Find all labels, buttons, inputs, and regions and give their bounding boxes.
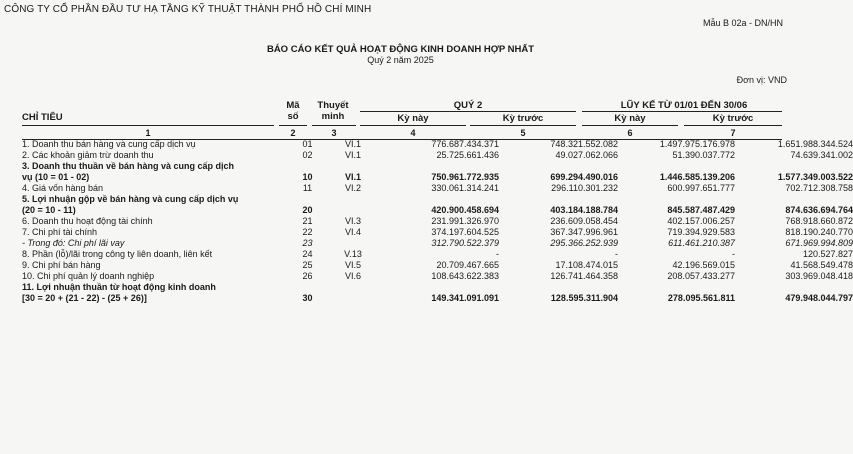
row-label: 3. Doanh thu thuần về bán hàng và cung cấp dịch: [22, 161, 235, 171]
row-value-ytd-current: [624, 161, 735, 172]
currency-unit: Đơn vị: VND: [736, 75, 787, 85]
table-row: [22, 249, 853, 260]
column-number: 1: [145, 128, 151, 138]
row-label: 9. Chi phí bán hàng: [22, 260, 101, 270]
column-number: 5: [520, 128, 526, 138]
row-note: [336, 194, 370, 205]
row-value-ytd-current: [624, 282, 735, 293]
divider-chi-tieu: [22, 125, 274, 126]
row-value-ytd-current: 402.157.006.257: [667, 216, 735, 226]
row-code: [279, 161, 336, 172]
row-value-ytd-previous: 671.969.994.809: [785, 238, 853, 248]
header-thuyet-minh-line2: minh: [321, 111, 345, 122]
row-value-ytd-previous: 41.568.549.478: [790, 260, 853, 270]
row-value-ytd-current: 42.196.569.015: [672, 260, 735, 270]
row-value-q-current: 750.961.772.935: [431, 172, 499, 182]
row-value-ytd-previous: 818.190.240.770: [785, 227, 853, 237]
row-code: 24: [302, 249, 313, 259]
row-value-ytd-current: 719.394.929.583: [667, 227, 735, 237]
header-q-ky-nay: Kỳ này: [397, 113, 429, 124]
row-value-q-current: 149.341.091.091: [431, 293, 499, 303]
row-value-q-previous: 236.609.058.454: [550, 216, 618, 226]
row-value-ytd-current: 1.497.975.176.978: [659, 139, 735, 149]
row-value-q-current: [370, 282, 499, 293]
divider-ytd: [582, 111, 782, 112]
row-note: [336, 238, 370, 249]
table-row: [22, 293, 853, 304]
row-label: 6. Doanh thu hoạt động tài chính: [22, 216, 153, 226]
row-label: vụ (10 = 01 - 02): [22, 172, 90, 182]
row-value-ytd-previous: 1.651.988.344.524: [777, 139, 853, 149]
row-value-q-current: 420.900.458.694: [431, 205, 499, 215]
income-statement-table: [22, 139, 853, 304]
row-code: [279, 194, 336, 205]
row-label: 5. Lợi nhuận gộp về bán hàng và cung cấp dịch vụ: [22, 194, 239, 204]
row-value-q-previous: 128.595.311.904: [550, 293, 618, 303]
row-note: [336, 282, 370, 293]
row-value-ytd-current: 51.390.037.772: [672, 150, 735, 160]
table-row: [22, 216, 853, 227]
table-row: [22, 238, 853, 249]
row-label: 4. Giá vốn hàng bán: [22, 183, 104, 193]
row-value-ytd-current: 845.587.487.429: [667, 205, 735, 215]
row-value-ytd-previous: [741, 161, 853, 172]
row-value-ytd-current: [624, 194, 735, 205]
row-value-q-current: 330.061.314.241: [431, 183, 499, 193]
divider-ytd-ky-truoc: [684, 125, 782, 126]
header-chi-tieu: CHỈ TIÊU: [22, 112, 63, 123]
row-code: 30: [302, 293, 313, 303]
row-code: 21: [302, 216, 313, 226]
table-row: [22, 282, 853, 293]
column-number: 4: [410, 128, 416, 138]
table-row: [22, 172, 853, 183]
row-value-ytd-previous: 1.577.349.003.522: [777, 172, 853, 182]
divider-q-ky-nay: [360, 125, 466, 126]
row-value-q-previous: 699.294.490.016: [550, 172, 618, 182]
header-thuyet-minh-line1: Thuyết: [317, 100, 349, 111]
header-ma-so-line1: Mã: [286, 100, 300, 111]
row-note: [336, 161, 370, 172]
row-value-q-previous: 295.366.252.939: [550, 238, 618, 248]
column-number: 3: [331, 128, 337, 138]
row-value-ytd-previous: 479.948.044.797: [785, 293, 853, 303]
row-value-ytd-current: 1.446.585.139.206: [659, 172, 735, 182]
row-value-q-current: [370, 194, 499, 205]
row-code: 22: [302, 227, 313, 237]
row-value-ytd-current: 611.461.210.387: [668, 238, 735, 248]
row-code: [279, 282, 336, 293]
row-value-q-current: 108.643.622.383: [431, 271, 499, 281]
row-note: [336, 205, 370, 216]
column-number: 2: [290, 128, 296, 138]
row-value-q-current: 312.790.522.379: [431, 238, 499, 248]
row-value-ytd-current: 208.057.433.277: [667, 271, 735, 281]
row-label: 10. Chi phí quản lý doanh nghiệp: [22, 271, 155, 281]
row-label: 11. Lợi nhuận thuần từ hoạt động kinh doanh: [22, 282, 216, 292]
row-note: [336, 293, 370, 304]
row-code: 01: [302, 139, 313, 149]
table-row: [22, 260, 853, 271]
row-value-q-previous: [505, 194, 618, 205]
row-code: 20: [302, 205, 313, 215]
row-value-q-previous: 367.347.996.961: [550, 227, 618, 237]
row-value-q-current: 776.687.434.371: [431, 139, 499, 149]
row-code: 23: [302, 238, 313, 248]
divider-quarter: [360, 111, 576, 112]
row-value-ytd-previous: [741, 282, 853, 293]
row-value-q-current: 20.709.467.665: [436, 260, 499, 270]
divider-ma-so: [279, 125, 307, 126]
row-label: [30 = 20 + (21 - 22) - (25 + 26)]: [22, 293, 147, 303]
row-value-q-previous: 49.027.062.066: [555, 150, 618, 160]
row-value-q-current: 374.197.604.525: [431, 227, 499, 237]
table-row: [22, 183, 853, 194]
row-value-ytd-previous: 303.969.048.418: [785, 271, 853, 281]
row-note: V.13: [344, 249, 362, 259]
table-row: [22, 161, 853, 172]
row-note: VI.1: [344, 172, 361, 182]
header-ytd: LŨY KẾ TỪ 01/01 ĐẾN 30/06: [620, 100, 748, 111]
row-code: 10: [302, 172, 313, 182]
row-value-q-current: -: [496, 249, 499, 259]
row-label: (20 = 10 - 11): [22, 205, 76, 215]
report-title: BÁO CÁO KẾT QUẢ HOẠT ĐỘNG KINH DOANH HỢP NHẤT: [266, 44, 535, 55]
divider-thuyet-minh: [312, 125, 356, 126]
row-code: 02: [302, 150, 313, 160]
form-code: Mẫu B 02a - DN/HN: [702, 18, 783, 28]
row-note: VI.4: [344, 227, 361, 237]
row-value-ytd-current: 600.997.651.777: [667, 183, 735, 193]
row-value-q-current: [370, 161, 499, 172]
row-label: 1. Doanh thu bán hàng và cung cấp dịch vụ: [22, 139, 196, 149]
table-row: [22, 194, 853, 205]
row-value-q-previous: [505, 161, 618, 172]
row-value-q-previous: 748.321.552.082: [550, 139, 618, 149]
row-note: VI.1: [344, 139, 361, 149]
row-value-ytd-current: 278.095.561.811: [667, 293, 735, 303]
divider-ytd-ky-nay: [582, 125, 678, 126]
row-label: 2. Các khoản giảm trừ doanh thu: [22, 150, 154, 160]
column-number: 6: [627, 128, 633, 138]
row-value-ytd-previous: 120.527.827: [802, 249, 853, 259]
header-quarter: QUÝ 2: [453, 100, 483, 111]
row-value-q-previous: 17.108.474.015: [555, 260, 618, 270]
table-row: [22, 205, 853, 216]
table-row: [22, 150, 853, 161]
row-note: VI.6: [344, 271, 361, 281]
column-number: 7: [730, 128, 736, 138]
header-ytd-ky-truoc: Kỳ trước: [712, 113, 754, 124]
row-value-q-previous: 296.110.301.232: [551, 183, 618, 193]
company-name: CÔNG TY CỔ PHẦN ĐẦU TƯ HẠ TẦNG KỸ THUẬT THÀNH PHỐ HỒ CHÍ MINH: [4, 4, 372, 15]
row-value-q-previous: [505, 282, 618, 293]
row-value-q-previous: 403.184.188.784: [550, 205, 618, 215]
table-row: [22, 139, 853, 150]
header-ytd-ky-nay: Kỳ này: [614, 113, 646, 124]
divider-q-ky-truoc: [470, 125, 576, 126]
table-row: [22, 227, 853, 238]
row-code: 26: [302, 271, 313, 281]
row-label: 8. Phần (lỗ)/lãi trong công ty liên doanh, liên kết: [22, 249, 213, 259]
row-value-ytd-current: -: [732, 249, 735, 259]
row-code: 25: [302, 260, 313, 270]
row-value-ytd-previous: 874.636.694.764: [785, 205, 853, 215]
header-ma-so-line2: số: [287, 111, 299, 122]
header-q-ky-truoc: Kỳ trước: [502, 113, 544, 124]
row-note: VI.1: [344, 150, 361, 160]
row-value-ytd-previous: 768.918.660.872: [785, 216, 853, 226]
row-value-ytd-previous: 702.712.308.758: [785, 183, 853, 193]
row-value-ytd-previous: [741, 194, 853, 205]
row-code: 11: [302, 183, 313, 193]
row-value-q-current: 231.991.326.970: [431, 216, 499, 226]
table-row: [22, 271, 853, 282]
row-label: - Trong đó: Chi phí lãi vay: [22, 238, 125, 248]
row-note: VI.3: [344, 216, 361, 226]
row-value-q-previous: -: [615, 249, 618, 259]
row-value-q-current: 25.725.661.436: [436, 150, 499, 160]
row-value-ytd-previous: 74.639.341.002: [790, 150, 853, 160]
row-value-q-previous: 126.741.464.358: [550, 271, 618, 281]
report-period: Quý 2 năm 2025: [367, 55, 434, 65]
row-note: VI.2: [344, 183, 361, 193]
row-label: 7. Chi phí tài chính: [22, 227, 98, 237]
row-note: VI.5: [344, 260, 361, 270]
